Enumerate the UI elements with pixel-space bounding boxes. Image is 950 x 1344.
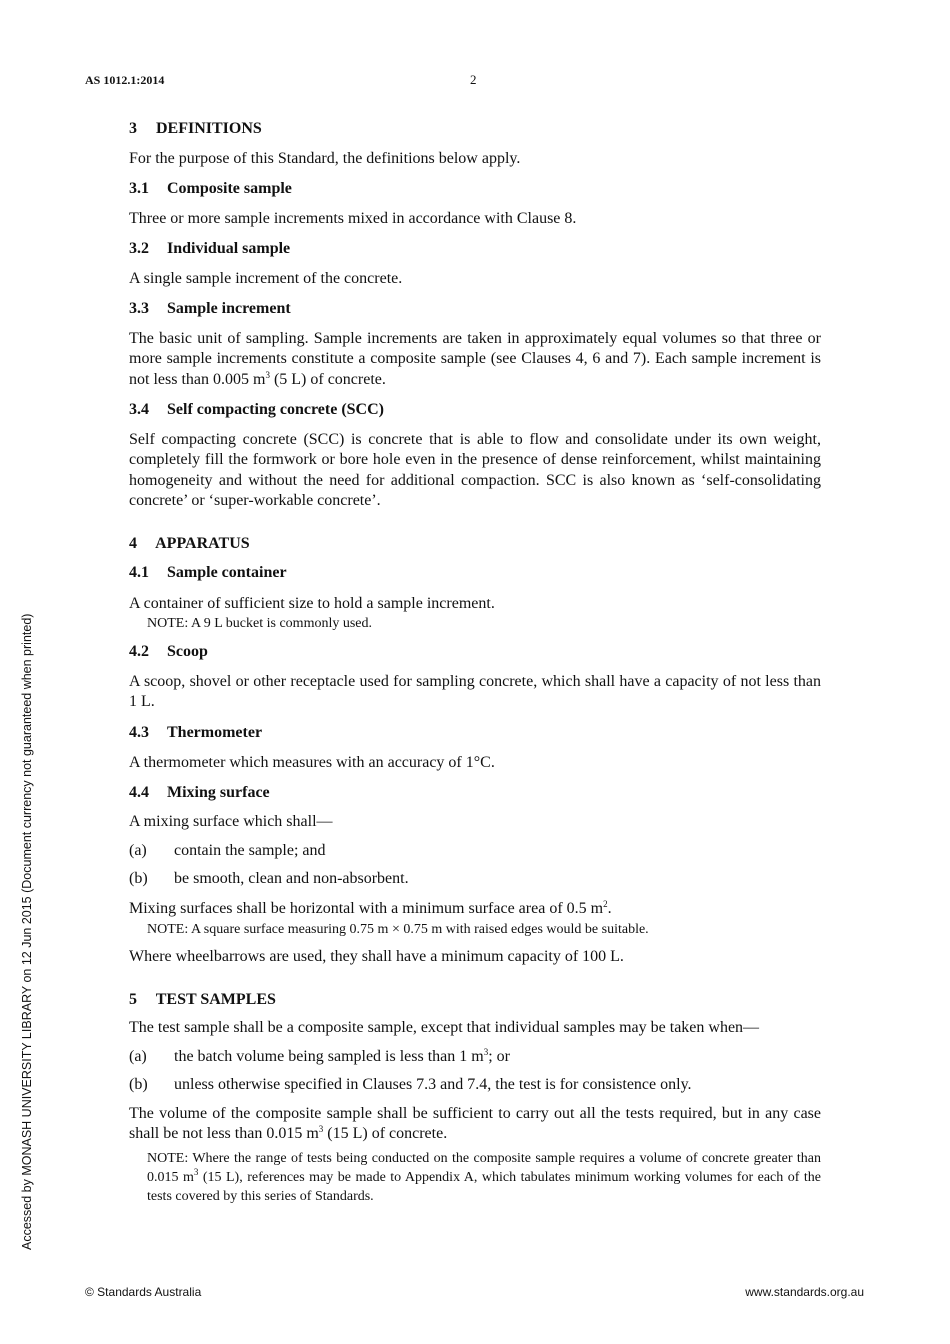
section-3-heading: 3 DEFINITIONS (129, 120, 262, 137)
clause-3-4-heading: 3.4 Self compacting concrete (SCC) (129, 401, 384, 418)
clause-3-1-heading: 3.1 Composite sample (129, 180, 292, 197)
clause-4-2-text: A scoop, shovel or other receptacle used for sampling concrete, which shall have a capacity of not less than 1 L. (129, 672, 821, 710)
clause-4-3-text: A thermometer which measures with an accuracy of 1°C. (129, 754, 495, 771)
section-4-heading: 4 APPARATUS (129, 534, 250, 552)
page-number: 2 (470, 72, 477, 87)
list-item: (a) the batch volume being sampled is less than 1 $m^3$; or (129, 1046, 510, 1065)
section-3-intro: For the purpose of this Standard, the definitions below apply. (129, 149, 521, 167)
list-item: (a) contain the sample; and (129, 841, 326, 859)
standard-id: AS 1012.1:2014 (85, 73, 165, 87)
clause-4-4-intro: A mixing surface which shall— (129, 813, 333, 830)
clause-4-4-note: NOTE: A square surface measuring 0.75 m × 0.75 m with raised edges would be suitable. (147, 922, 649, 937)
clause-4-2-heading: 4.2 Scoop (129, 643, 208, 660)
wheelbarrow-text: Where wheelbarrows are used, they shall have a minimum capacity of 100 L. (129, 948, 624, 965)
clause-4-1-note: NOTE: A 9 L bucket is commonly used. (147, 616, 373, 631)
access-watermark: Accessed by MONASH UNIVERSITY LIBRARY on 12 Jun 2015 (Document currency not guaranteed when printed) (20, 613, 34, 1250)
clause-3-4-text: Self compacting concrete (SCC) is concrete that is able to flow and consolidate under its own weight, completely fill the formwork or bore hole even in the presence of dense reinforcement, whilst maintaining homogeneity and without the need for additional compaction. SCC is also known as ‘self-consolidating concrete’ or ‘super-workable concrete’. (129, 430, 821, 509)
clause-3-2-heading: 3.2 Individual sample (129, 240, 291, 257)
footer-website-link[interactable]: www.standards.org.au (745, 1285, 864, 1299)
footer-copyright: © Standards Australia (85, 1285, 202, 1299)
list-item: (b) unless otherwise specified in Clauses 7.3 and 7.4, the test is for consistence only. (129, 1076, 692, 1093)
section-5-note: NOTE: Where the range of tests being conducted on the composite sample requires a volume of concrete greater than 0.015 $m^3$ (15 L), references may be made to Appendix A, which tabulates minimum working volumes for each of the tests covered by this series of Standards. (147, 1150, 821, 1204)
clause-3-3-heading: 3.3 Sample increment (129, 300, 291, 317)
clause-4-1-heading: 4.1 Sample container (129, 564, 287, 581)
document-body (129, 119, 821, 1206)
clause-3-3-text: The basic unit of sampling. Sample increments are taken in approximately equal volumes so that three or more sample increments constitute a composite sample (see Clauses 4, 6 and 7). Each sample increment is not less than 0.005 $m^3$ (5 L) of concrete. (129, 329, 821, 388)
clause-3-2-text: A single sample increment of the concrete. (129, 269, 403, 287)
composite-volume-text: The volume of the composite sample shall be sufficient to carry out all the tests required, but in any case shall be not less than 0.015 $m^3$ (15 L) of concrete. (129, 1104, 821, 1142)
section-5-intro: The test sample shall be a composite sample, except that individual samples may be taken when— (129, 1019, 760, 1036)
clause-4-3-heading: 4.3 Thermometer (129, 723, 263, 741)
list-item: (b) be smooth, clean and non-absorbent. (129, 870, 409, 887)
section-5-heading: 5 TEST SAMPLES (129, 990, 276, 1008)
mixing-surface-area-text: Mixing surfaces shall be horizontal with a minimum surface area of 0.5 $m^2$. (129, 898, 612, 917)
clause-3-1-text: Three or more sample increments mixed in accordance with Clause 8. (129, 209, 577, 227)
clause-4-1-text: A container of sufficient size to hold a sample increment. (129, 594, 495, 612)
clause-4-4-heading: 4.4 Mixing surface (129, 783, 270, 801)
